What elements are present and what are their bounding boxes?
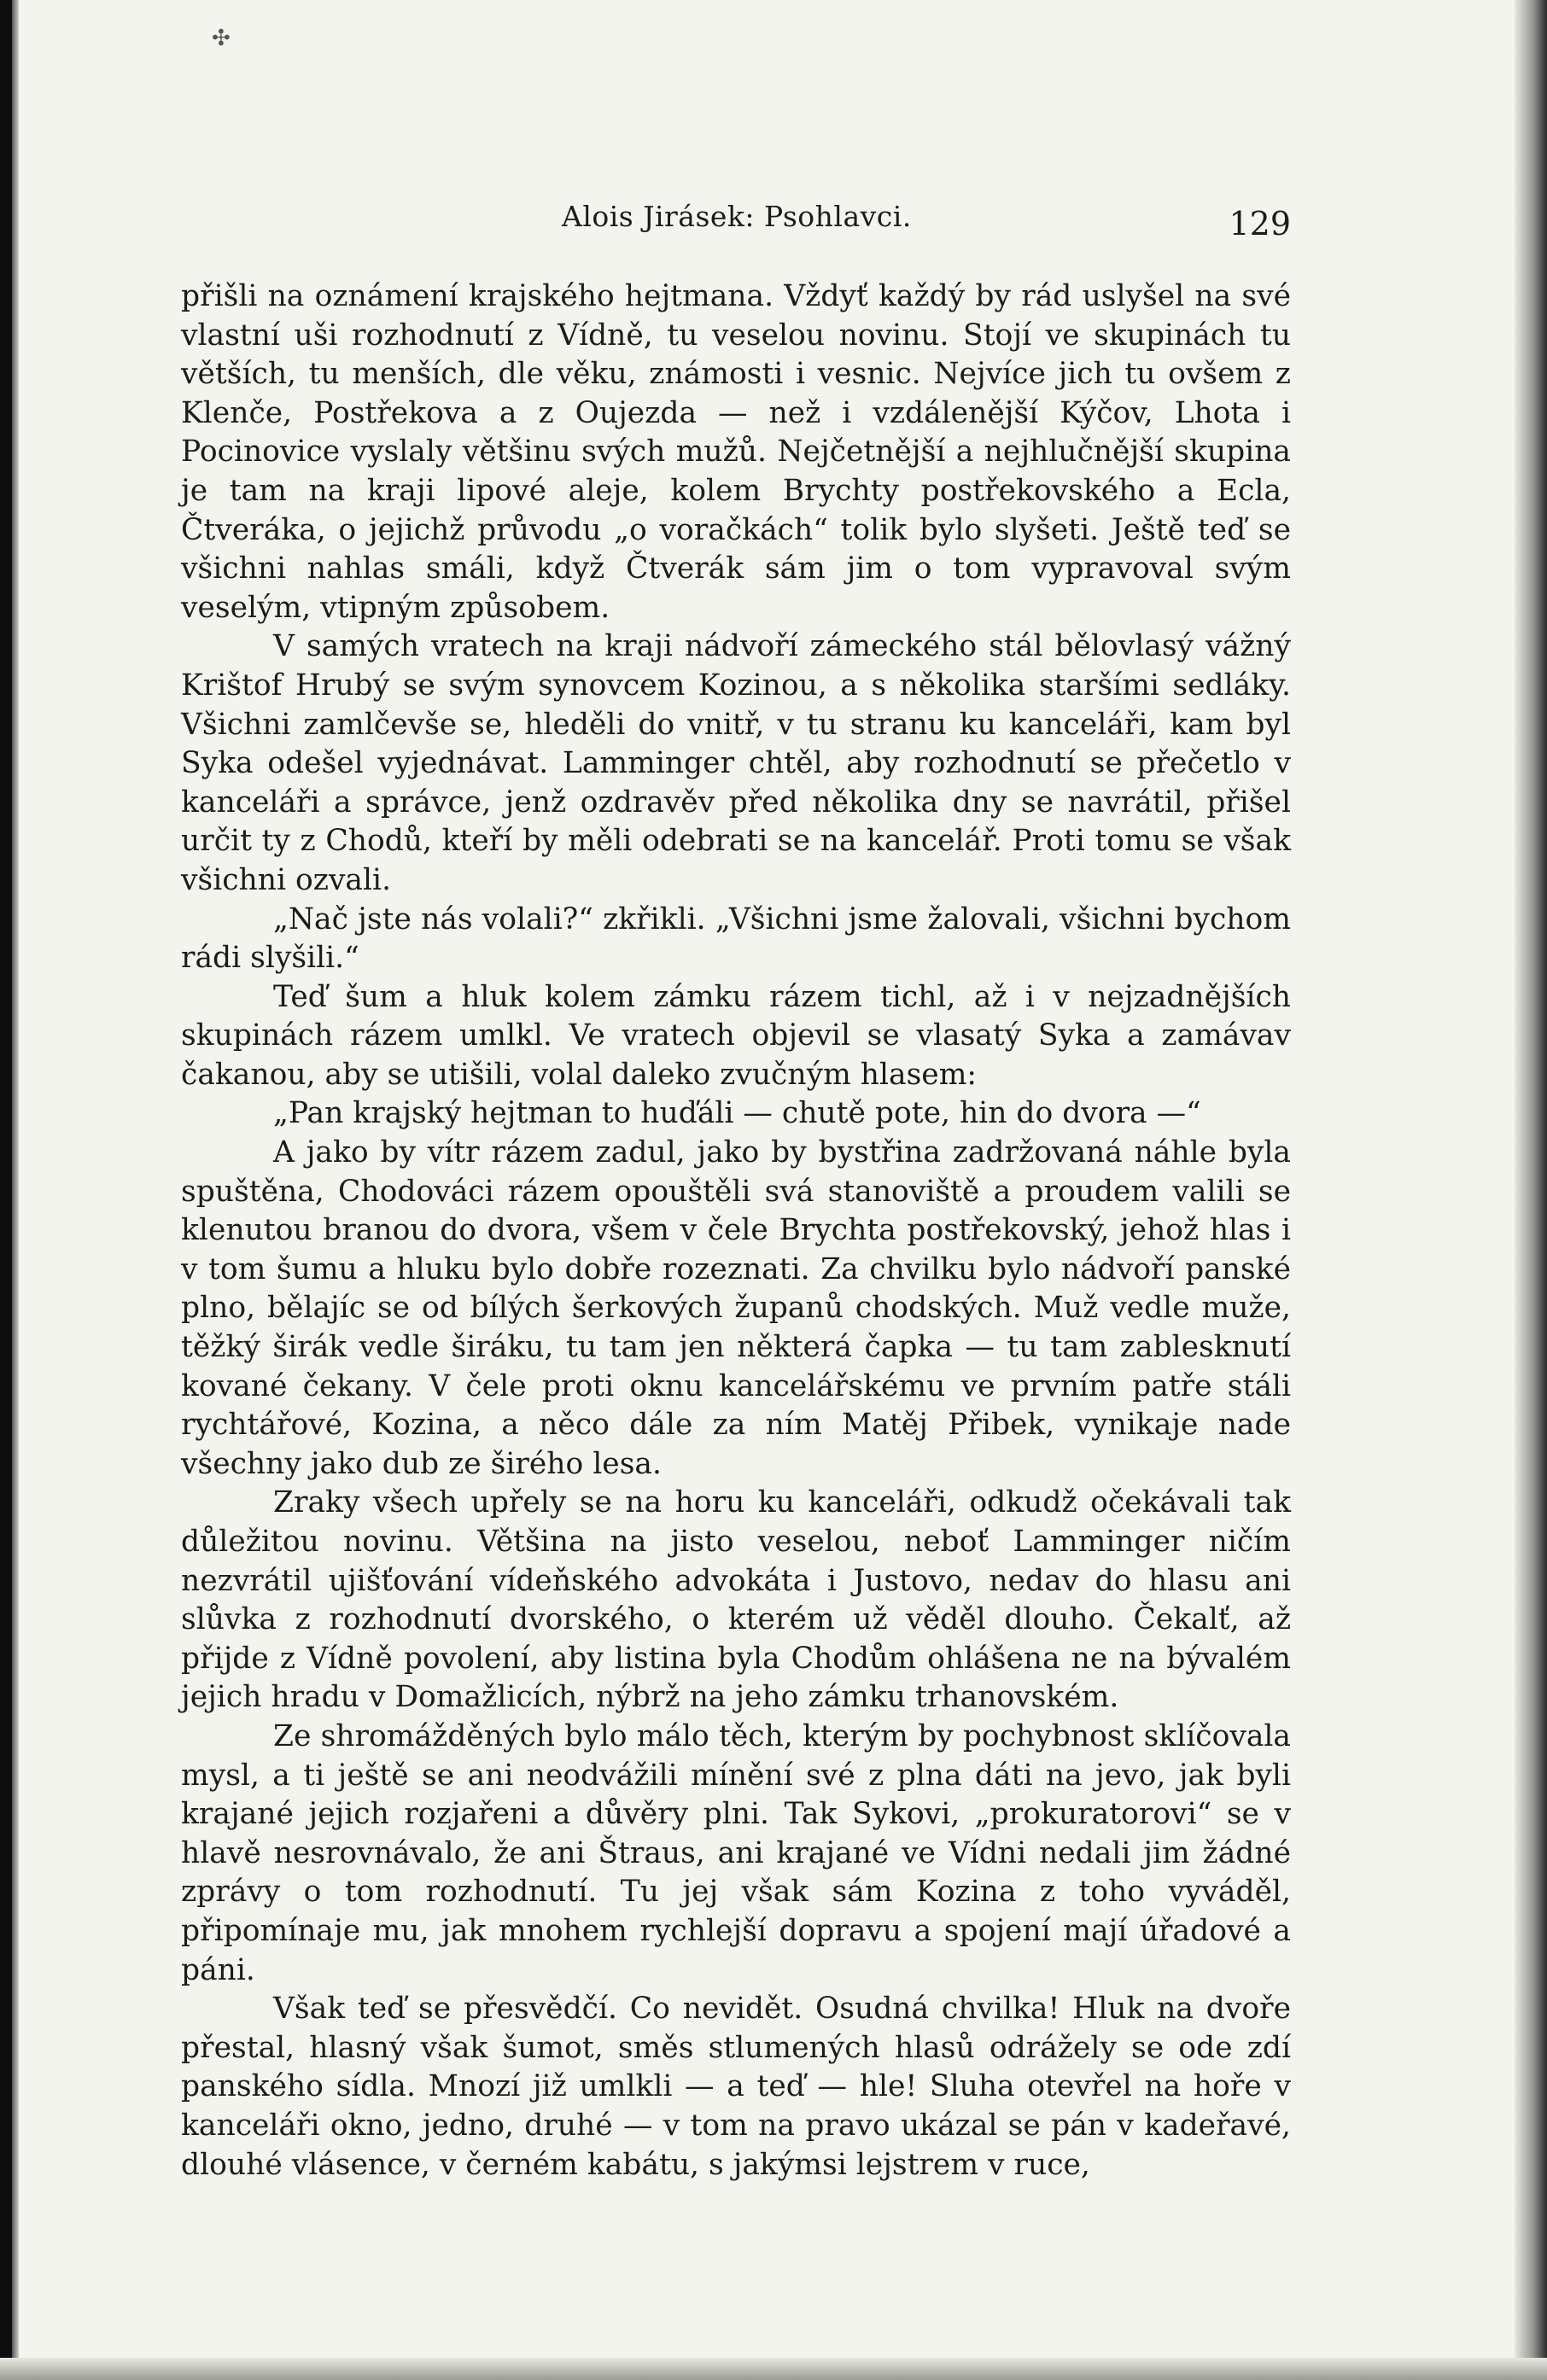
page-bottom-edge — [0, 2358, 1547, 2380]
page-binding-edge — [0, 0, 12, 2380]
page-number: 129 — [1229, 205, 1291, 242]
binding-shadow — [12, 0, 19, 2380]
paragraph: přišli na oznámení krajského hejtmana. Vždyť každý by rád uslyšel na své vlastní uši rozhodnutí z Vídně, tu veselou novinu. Stojí ve skupinách tu větších, tu menších, dle věku, známosti i vesnic. Nejvíce jich tu ovšem z Klenče, Postřekova a z Oujezda — než i vzdálenější Kýčov, Lhota i Pocinovice vyslaly většinu svých mužů. Nejčetnější a nejhlučnější skupina je tam na kraji lipové aleje, kolem Brychty postřekovského a Ecla, Čtveráka, o jejichž průvodu „o voračkách“ tolik bylo slyšeti. Ještě teď se všichni nahlas smáli, když Čtverák sám jim o tom vypravoval svým veselým, vtipným způsobem. — [181, 279, 1291, 625]
running-title: Alois Jirásek: Psohlavci. — [562, 200, 912, 233]
body-text — [181, 277, 1291, 2185]
page-header — [181, 200, 1291, 251]
page-right-edge — [1515, 0, 1547, 2380]
paragraph: A jako by vítr rázem zadul, jako by bystřina zadržovaná náhle byla spuštěna, Chodováci rázem opouštěli svá stanoviště a proudem valili se klenutou branou do dvora, všem v čele Brychta postřekovský, jehož hlas i v tom šumu a hluku bylo dobře rozeznati. Za chvilku bylo nádvoří panské plno, bělajíc se od bílých šerkových županů chodských. Muž vedle muže, těžký širák vedle širáku, tu tam jen některá čapka — tu tam zablesknutí kované čekany. V čele proti oknu kancelářskému ve prvním patře stáli rychtářové, Kozina, a něco dále za ním Matěj Přibek, vynikaje nade všechny jako dub ze širého lesa. — [181, 1135, 1291, 1481]
paragraph: Teď šum a hluk kolem zámku rázem tichl, až i v nejzadnějších skupinách rázem umlkl. Ve vratech objevil se vlasatý Syka a zamávav čakanou, aby se utišili, volal daleko zvučným hlasem: — [181, 979, 1291, 1092]
paragraph: Zraky všech upřely se na horu ku kanceláři, odkudž očekávali tak důležitou novinu. Většina na jisto veselou, neboť Lamminger ničím nezvrátil ujišťování vídeňského advokáta i Justovo, nedav do hlasu ani slůvka z rozhodnutí dvorského, o kterém už věděl dlouho. Čekalť, až přijde z Vídně povolení, aby listina byla Chodům ohlášena ne na bývalém jejich hradu v Domažlicích, nýbrž na jeho zámku trhanovském. — [181, 1485, 1291, 1715]
paragraph: Však teď se přesvědčí. Co nevidět. Osudná chvilka! Hluk na dvoře přestal, hlasný však šumot, směs stlumených hlasů odrážely se ode zdí panského sídla. Mnozí již umlkli — a teď — hle! Sluha otevřel na hoře v kanceláři okno, jedno, druhé — v tom na pravo ukázal se pán v kadeřavé, dlouhé vlásence, v černém kabátu, s jakýmsi lejstrem v ruce, — [181, 1992, 1291, 2182]
paragraph: V samých vratech na kraji nádvoří zámeckého stál bělovlasý vážný Krištof Hrubý se svým synovcem Kozinou, a s několika staršími sedláky. Všichni zamlčevše se, hleděli do vnitř, v tu stranu ku kanceláři, kam byl Syka odešel vyjednávat. Lamminger chtěl, aby rozhodnutí se přečetlo v kanceláři a správce, jenž ozdravěv před několika dny se navrátil, přišel určit ty z Chodů, kteří by měli odebrati se na kancelář. Proti tomu se však všichni ozvali. — [181, 629, 1291, 897]
paragraph: „Nač jste nás volali?“ zkřikli. „Všichni jsme žalovali, všichni bychom rádi slyšili.“ — [181, 901, 1291, 976]
paragraph: „Pan krajský hejtman to huďáli — chutě pote, hin do dvora —“ — [273, 1096, 1201, 1131]
paragraph: Ze shromážděných bylo málo těch, kterým by pochybnost sklíčovala mysl, a ti ještě se ani neodvážili mínění své z plna dáti na jevo, jak byli krajané jejich rozjařeni a důvěry plni. Tak Sykovi, „prokuratorovi“ se v hlavě nesrovnávalo, že ani Štraus, ani krajané ve Vídni nedali jim žádné zprávy o tom rozhodnutí. Tu jej však sám Kozina z toho vyváděl, připomínaje mu, jak mnohem rychlejší dopravu a spojení mají úřadové a páni. — [181, 1718, 1291, 1987]
speck-mark-icon: ✣ — [212, 26, 231, 51]
